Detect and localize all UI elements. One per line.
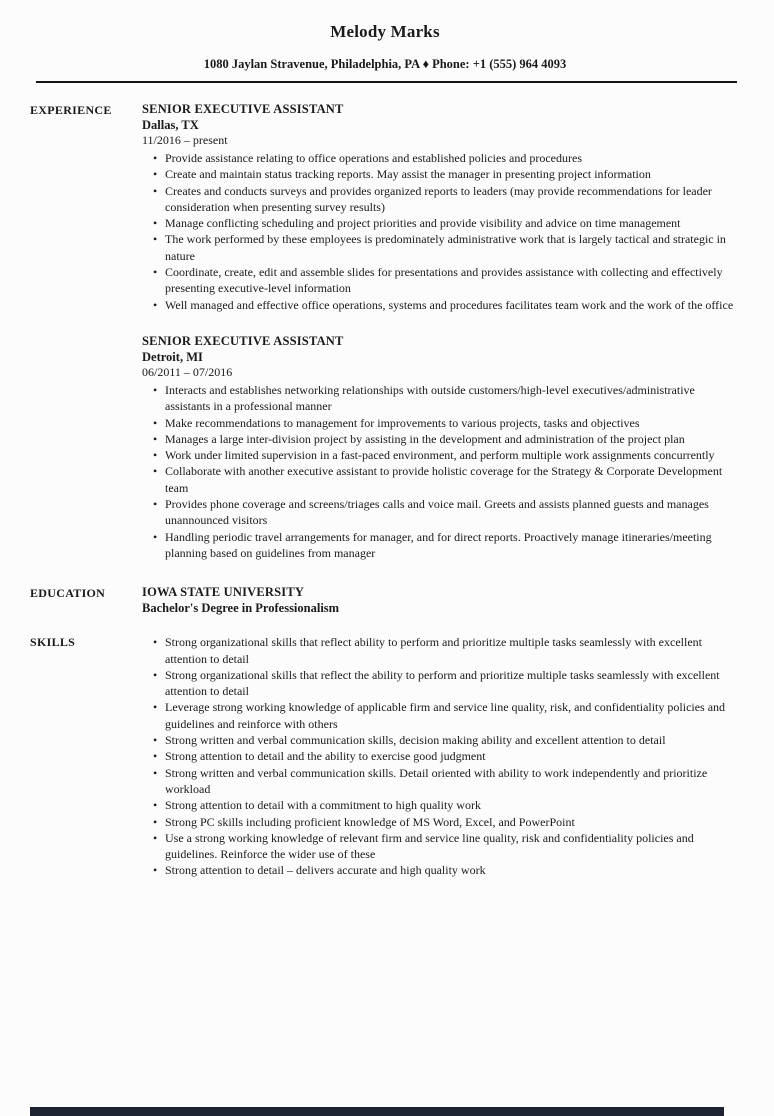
bullet-item: • Manages a large inter-division project by assisting in the development and administration of the project plan: [165, 431, 740, 447]
job-location: Dallas, TX: [142, 118, 199, 132]
job-dates: 06/2011 – 07/2016: [142, 364, 233, 379]
bullet-item: • Collaborate with another executive assistant to provide holistic coverage for the Strategy & Corporate Development team: [165, 463, 740, 496]
bullet-item: • Strong attention to detail and the ability to exercise good judgment: [165, 748, 740, 764]
experience-section: [30, 102, 740, 561]
job-bullet-list: [142, 150, 740, 313]
candidate-name: Melody Marks: [330, 22, 440, 41]
bullet-item: • Strong PC skills including proficient knowledge of MS Word, Excel, and PowerPoint: [165, 814, 740, 830]
section-label-skills: SKILLS: [30, 635, 76, 650]
bullet-item: • The work performed by these employees is predominately administrative work that is largely tactical and strategic in nature: [165, 231, 740, 264]
resume-header: [30, 22, 740, 72]
education-content: [142, 585, 740, 617]
job-bullet-list: [142, 382, 740, 561]
section-label-education: EDUCATION: [30, 586, 106, 601]
bullet-item: • Strong attention to detail with a commitment to high quality work: [165, 797, 740, 813]
job-entry-detroit: [142, 334, 740, 561]
bullet-item: • Well managed and effective office operations, systems and procedures facilitates team work and the work of the office: [165, 297, 740, 313]
skills-bullet-list: [142, 634, 740, 878]
bullet-item: • Provides phone coverage and screens/triages calls and voice mail. Greets and assists planned guests and manages unannounced visitors: [165, 496, 740, 529]
bullet-item: • Leverage strong working knowledge of applicable firm and service line quality, risk, and confidentiality policies and guidelines and reinforce with others: [165, 699, 740, 732]
bullet-item: • Strong attention to detail – delivers accurate and high quality work: [165, 862, 740, 878]
skills-content: [142, 634, 740, 878]
job-title: SENIOR EXECUTIVE ASSISTANT: [142, 102, 344, 116]
education-degree: Bachelor's Degree in Professionalism: [142, 601, 340, 616]
bullet-item: • Strong organizational skills that reflect ability to perform and prioritize multiple tasks seamlessly with excellent attention to detail: [165, 634, 740, 667]
header-divider: [36, 81, 737, 83]
job-location: Detroit, MI: [142, 349, 203, 364]
bullet-item: • Coordinate, create, edit and assemble slides for presentations and provides assistance with collecting and effectively presenting executive-level information: [165, 264, 740, 297]
bullet-item: • Creates and conducts surveys and provides organized reports to leaders (may provide recommendations for leader consideration when presenting survey results): [165, 183, 740, 216]
contact-line: 1080 Jaylan Stravenue, Philadelphia, PA ♦ Phone: +1 (555) 964 4093: [203, 57, 567, 71]
bullet-item: • Strong organizational skills that reflect the ability to perform and prioritize multiple tasks seamlessly with excellent attention to detail: [165, 667, 740, 700]
bullet-item: • Work under limited supervision in a fast-paced environment, and perform multiple work assignments concurrently: [165, 447, 740, 463]
job-title: SENIOR EXECUTIVE ASSISTANT: [142, 333, 344, 348]
bullet-item: • Strong written and verbal communication skills. Detail oriented with ability to work independently and prioritize workload: [165, 765, 740, 798]
bullet-item: • Handling periodic travel arrangements for manager, and for direct reports. Proactively manage itineraries/meeting planning based on guidelines from manager: [165, 529, 740, 562]
job-entry-dallas: [142, 102, 740, 313]
education-school: IOWA STATE UNIVERSITY: [142, 585, 305, 600]
education-section: [30, 585, 740, 617]
bullet-item: • Manage conflicting scheduling and project priorities and provide visibility and advice on time management: [165, 215, 740, 231]
bullet-item: • Make recommendations to management for improvements to various projects, tasks and objectives: [165, 415, 740, 431]
job-dates: 11/2016 – present: [142, 133, 228, 147]
bullet-item: • Interacts and establishes networking relationships with outside customers/high-level executives/administrative assistants in a professional manner: [165, 382, 740, 415]
bullet-item: • Use a strong working knowledge of relevant firm and service line quality, risk and confidentiality policies and guidelines. Reinforce the wider use of these: [165, 830, 740, 863]
skills-section: [30, 634, 740, 878]
bullet-item: • Strong written and verbal communication skills, decision making ability and excellent attention to detail: [165, 732, 740, 748]
bullet-item: • Create and maintain status tracking reports. May assist the manager in presenting project information: [165, 166, 740, 182]
experience-content: [142, 102, 740, 561]
section-label-experience: EXPERIENCE: [30, 103, 112, 117]
page-bottom-edge-bar: [30, 1107, 724, 1116]
bullet-item: • Provide assistance relating to office operations and established policies and procedures: [165, 150, 740, 166]
